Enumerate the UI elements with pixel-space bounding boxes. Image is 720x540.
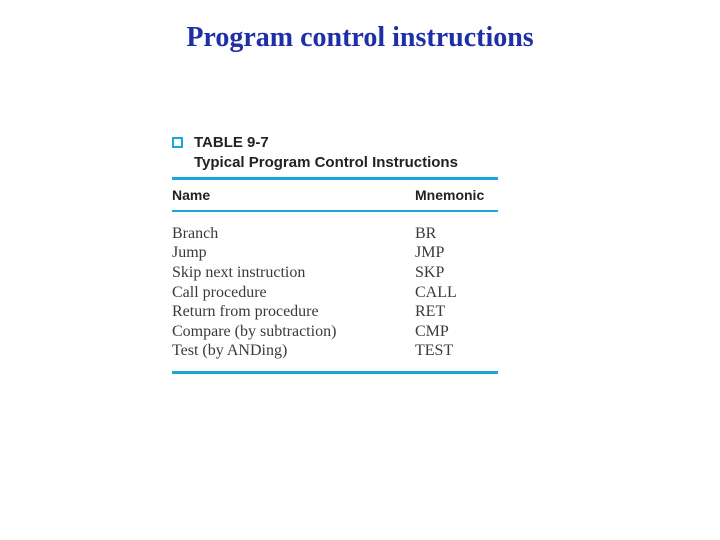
cell-mnemonic: CMP [415, 322, 449, 340]
table-caption [172, 133, 498, 177]
cell-name: Test (by ANDing) [172, 342, 288, 360]
cell-mnemonic: TEST [415, 342, 454, 360]
table-row [172, 322, 498, 342]
table-figure [172, 133, 498, 374]
cell-mnemonic: CALL [415, 283, 457, 301]
table-row [172, 244, 498, 264]
cell-name: Call procedure [172, 283, 267, 301]
table-row [172, 224, 498, 244]
column-header-name: Name [172, 187, 211, 203]
cell-name: Skip next instruction [172, 263, 306, 281]
square-outline-icon [172, 137, 183, 148]
table-header-row [172, 180, 498, 210]
table-row [172, 342, 498, 362]
table-row [172, 263, 498, 283]
table-row [172, 283, 498, 303]
cell-mnemonic: RET [415, 303, 446, 321]
table-label: TABLE 9-7 [194, 134, 269, 151]
cell-name: Jump [172, 244, 207, 262]
cell-mnemonic: BR [415, 224, 437, 242]
column-header-mnemonic: Mnemonic [415, 187, 485, 203]
cell-name: Branch [172, 224, 219, 242]
table-caption-text: Typical Program Control Instructions [194, 154, 458, 171]
cell-name: Compare (by subtraction) [172, 322, 337, 340]
cell-mnemonic: JMP [415, 244, 445, 262]
cell-name: Return from procedure [172, 303, 319, 321]
table-bottom-rule [172, 371, 498, 374]
table-row [172, 302, 498, 322]
table-body [172, 212, 498, 371]
slide-title: Program control instructions [186, 22, 534, 53]
cell-mnemonic: SKP [415, 263, 445, 281]
